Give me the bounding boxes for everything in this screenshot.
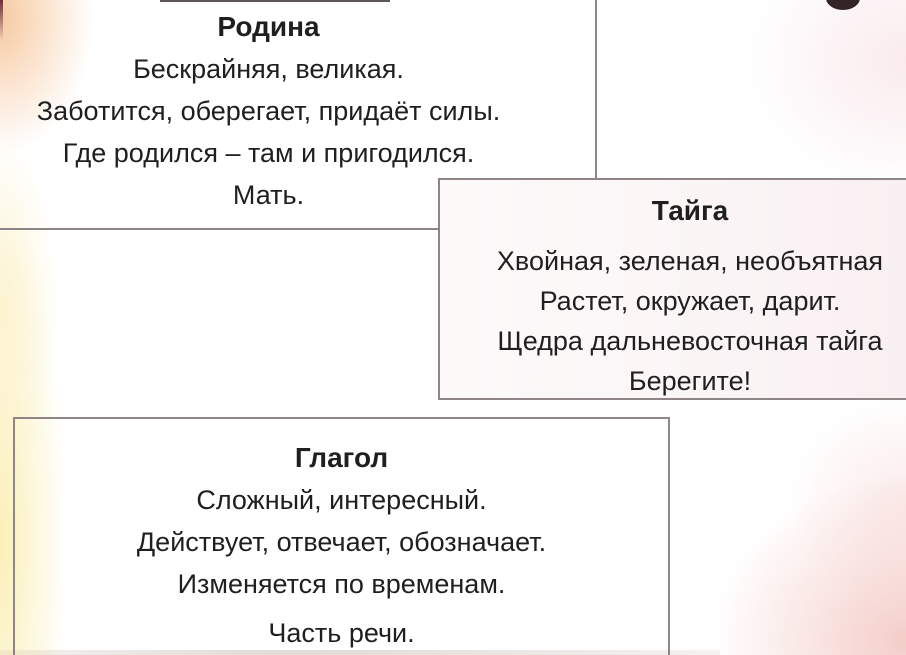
poem-line: Хвойная, зеленая, необъятная	[496, 246, 884, 276]
card-title: Глагол	[294, 442, 389, 473]
poem-line: Изменяется по временам.	[177, 569, 506, 599]
poem-line: Берегите!	[628, 366, 752, 396]
left-edge-maroon-accent	[0, 0, 3, 40]
poem-line: Щедра дальневосточная тайга	[497, 326, 883, 356]
poem-line: Мать.	[232, 180, 305, 210]
poem-line: Заботится, оберегает, придаёт силы.	[36, 96, 501, 126]
poem-line: Действует, отвечает, обозначает.	[136, 527, 547, 557]
top-right-dot-fragment	[826, 0, 860, 10]
cinquain-card-taiga	[438, 178, 906, 400]
card-title: Тайга	[651, 195, 729, 226]
bottom-edge-smudge	[0, 650, 720, 655]
top-edge-line-fragment	[160, 0, 390, 2]
card-title: Родина	[217, 11, 320, 42]
poem-line: Растет, окружает, дарит.	[539, 286, 841, 316]
poem-line: Сложный, интересный.	[196, 485, 487, 515]
poem-line: Где родился – там и пригодился.	[62, 138, 475, 168]
cinquain-card-glagol	[13, 417, 670, 655]
poem-line: Часть речи.	[268, 618, 415, 648]
poem-line: Бескрайняя, великая.	[133, 54, 404, 84]
